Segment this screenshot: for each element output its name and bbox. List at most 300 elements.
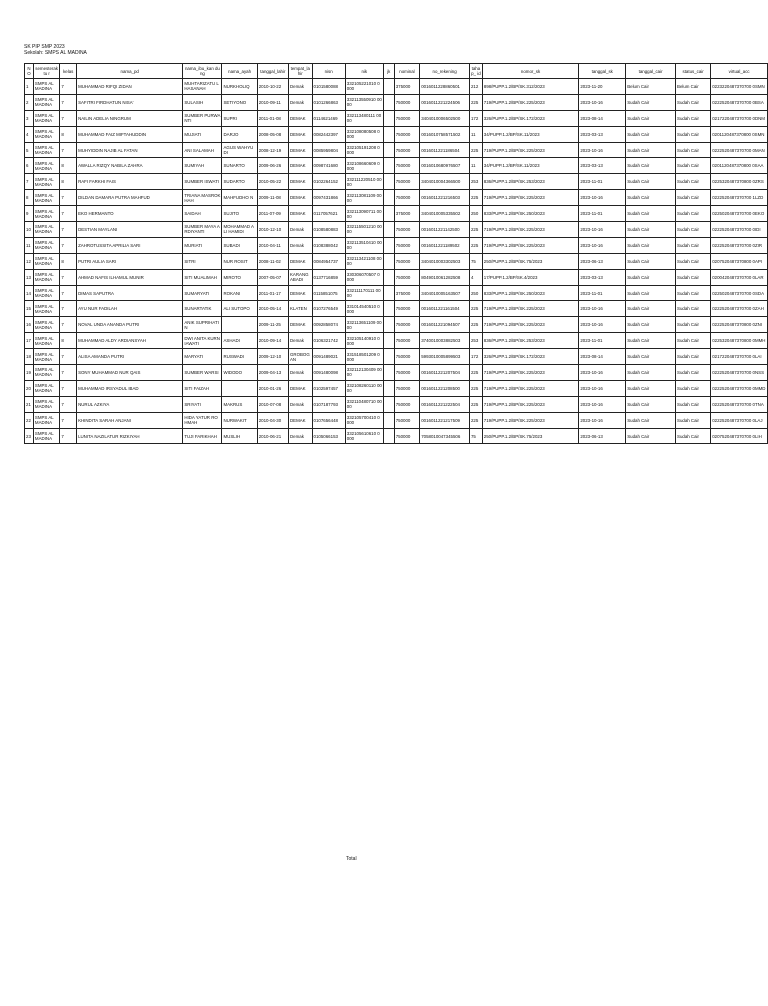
table-row xyxy=(25,412,768,428)
cell-nominal: 750000 xyxy=(394,222,419,238)
cell-jk xyxy=(383,301,394,317)
cell-nominal: 750000 xyxy=(394,380,419,396)
cell-tanggal-sk: 2023-10-16 xyxy=(579,94,626,110)
report-title: SK PIP SMP 2023 xyxy=(24,44,65,50)
cell-nama-ibu: SUNARTATIK xyxy=(183,301,222,317)
cell-nama-pd: DILDAN DAMARA PUTRA MAHFUD xyxy=(77,190,183,206)
cell-tanggal-cair: Sudah Cair xyxy=(626,317,676,333)
cell-semester: SMPS AL MADINA xyxy=(33,428,59,444)
cell-tempat-lahir: DEMAK xyxy=(289,110,313,126)
cell-virtual-acc: 0222520487370700 0LAJ xyxy=(711,412,768,428)
cell-nomor-sk: 719/PUPP.1.2/BP/SK.225/2023 xyxy=(482,365,579,381)
cell-nama-ibu: SULASIH xyxy=(183,94,222,110)
cell-status-cair: Sudah Cair xyxy=(676,365,711,381)
cell-tempat-lahir: KLATEN xyxy=(289,301,313,317)
cell-nama-ibu: DWI ANITA KURNIAWATI xyxy=(183,333,222,349)
cell-tanggal-sk: 2023-11-20 xyxy=(579,79,626,95)
cell-nisn: 0102264152 xyxy=(312,174,345,190)
cell-no: 8 xyxy=(25,190,34,206)
cell-jk xyxy=(383,412,394,428)
cell-tahap-id: 212 xyxy=(469,79,482,95)
cell-tahap-id: 225 xyxy=(469,142,482,158)
cell-semester: SMPS AL MADINA xyxy=(33,158,59,174)
cell-jk xyxy=(383,428,394,444)
cell-jk xyxy=(383,158,394,174)
cell-nama-ayah: SUNARTO xyxy=(222,158,257,174)
cell-nama-pd: NURUL AZKIYA xyxy=(77,396,183,412)
cell-semester: SMPS AL MADINA xyxy=(33,79,59,95)
cell-tanggal-lahir: 2009-04-13 xyxy=(257,365,288,381)
cell-kelas: 7 xyxy=(60,396,77,412)
cell-tahap-id: 225 xyxy=(469,317,482,333)
cell-tanggal-cair: Sudah Cair xyxy=(626,380,676,396)
cell-no-rekening: 3404010004366500 xyxy=(420,174,470,190)
cell-nominal: 375000 xyxy=(394,285,419,301)
cell-nomor-sk: 719/PUPP.1.2/BP/SK.225/2023 xyxy=(482,301,579,317)
cell-nik: 332112130409 0000 xyxy=(345,365,383,381)
cell-nama-pd: AHMAD NAFIS ILHAMUL MUNIR xyxy=(77,269,183,285)
cell-tempat-lahir: DEMAK xyxy=(289,142,313,158)
cell-tanggal-sk: 2023-10-16 xyxy=(579,365,626,381)
cell-tanggal-lahir: 2010-04-30 xyxy=(257,412,288,428)
cell-tanggal-sk: 2023-10-16 xyxy=(579,380,626,396)
cell-nama-pd: MUHAMMAD ALDY ARDIANSYAH xyxy=(77,333,183,349)
cell-semester: SMPS AL MADINA xyxy=(33,253,59,269)
cell-nama-pd: MUHAMMAD IRSYADUL IBAD xyxy=(77,380,183,396)
cell-status-cair: Sudah Cair xyxy=(676,94,711,110)
cell-tanggal-lahir: 2010-01-26 xyxy=(257,380,288,396)
table-row xyxy=(25,174,768,190)
cell-tahap-id: 225 xyxy=(469,412,482,428)
cell-jk xyxy=(383,269,394,285)
cell-semester: SMPS AL MADINA xyxy=(33,380,59,396)
column-header-no-rekening: no_rekening xyxy=(420,64,470,79)
table-body xyxy=(25,79,768,444)
cell-nominal: 375000 xyxy=(394,79,419,95)
cell-nik: 332108660609 0000 xyxy=(345,158,383,174)
cell-no-rekening: 0016010680976507 xyxy=(420,158,470,174)
cell-nomor-sk: 719/PUPP.1.2/BP/SK.225/2023 xyxy=(482,222,579,238)
cell-tempat-lahir: DEMAK xyxy=(289,206,313,222)
cell-nama-ibu: SAIDAH xyxy=(183,206,222,222)
cell-no: 16 xyxy=(25,317,34,333)
cell-no: 13 xyxy=(25,269,34,285)
cell-nama-ayah: ALI SUTOPO xyxy=(222,301,257,317)
cell-nomor-sk: 250/PUPP.1.2/BP/SK.75/2023 xyxy=(482,253,579,269)
cell-tanggal-sk: 2023-06-13 xyxy=(579,253,626,269)
cell-tahap-id: 75 xyxy=(469,428,482,444)
cell-tanggal-cair: Sudah Cair xyxy=(626,269,676,285)
cell-kelas: 8 xyxy=(60,174,77,190)
cell-nisn: 0107656448 xyxy=(312,412,345,428)
cell-nominal: 375000 xyxy=(394,206,419,222)
cell-tahap-id: 225 xyxy=(469,190,482,206)
cell-tahap-id: 225 xyxy=(469,396,482,412)
cell-virtual-acc: 0222520487370800 0ZNI xyxy=(711,317,768,333)
column-header-tahap-id: tahap_ id xyxy=(469,64,482,79)
cell-virtual-acc: 0222520487370700 0MAN xyxy=(711,142,768,158)
cell-tanggal-sk: 2023-10-16 xyxy=(579,317,626,333)
cell-nama-pd: KHINDITA SARAH ANJANI xyxy=(77,412,183,428)
cell-nama-pd: NOVAL UNDA ANANDA PUTRI xyxy=(77,317,183,333)
cell-semester: SMPS AL MADINA xyxy=(33,285,59,301)
cell-virtual-acc: 0222520487370700 0BSA xyxy=(711,94,768,110)
cell-nama-ayah: WIDODO xyxy=(222,365,257,381)
cell-nominal: 750000 xyxy=(394,237,419,253)
cell-tanggal-sk: 2023-03-13 xyxy=(579,158,626,174)
table-row xyxy=(25,110,768,126)
cell-nomor-sk: 719/PUPP.1.2/BP/SK.225/2023 xyxy=(482,190,579,206)
cell-kelas: 7 xyxy=(60,365,77,381)
cell-nominal: 750000 xyxy=(394,158,419,174)
cell-nama-pd: NAILIN ADELIA NINGRUM xyxy=(77,110,183,126)
cell-tanggal-lahir: 2010-07-08 xyxy=(257,396,288,412)
cell-tanggal-sk: 2023-10-16 xyxy=(579,190,626,206)
cell-tahap-id: 250 xyxy=(469,206,482,222)
cell-semester: SMPS AL MADINA xyxy=(33,142,59,158)
column-header-nominal: nominal xyxy=(394,64,419,79)
cell-tahap-id: 172 xyxy=(469,349,482,365)
column-header-nama-pd: nama_pd xyxy=(77,64,183,79)
cell-virtual-acc: 0223220487370700 0SMN xyxy=(711,79,768,95)
cell-status-cair: Sudah Cair xyxy=(676,317,711,333)
cell-virtual-acc: 0222520487370700 1LZD xyxy=(711,190,768,206)
cell-semester: SMPS AL MADINA xyxy=(33,333,59,349)
cell-nominal: 750000 xyxy=(394,428,419,444)
cell-jk xyxy=(383,174,394,190)
cell-tanggal-sk: 2023-10-16 xyxy=(579,142,626,158)
sheet-header xyxy=(24,44,87,56)
cell-nama-ayah xyxy=(222,380,257,396)
cell-tanggal-cair: Sudah Cair xyxy=(626,301,676,317)
cell-no: 6 xyxy=(25,158,34,174)
cell-status-cair: Sudah Cair xyxy=(676,412,711,428)
cell-nama-ayah: SUJITO xyxy=(222,206,257,222)
cell-tanggal-cair: Sudah Cair xyxy=(626,110,676,126)
column-header-nisn: nisn xyxy=(312,64,345,79)
table-row xyxy=(25,126,768,142)
cell-status-cair: Sudah Cair xyxy=(676,174,711,190)
cell-no: 11 xyxy=(25,237,34,253)
cell-semester: SMPS AL MADINA xyxy=(33,126,59,142)
cell-tanggal-lahir: 2010-12-10 xyxy=(257,222,288,238)
cell-nominal: 750000 xyxy=(394,110,419,126)
column-header-tempat-lahir: tempat_la hir xyxy=(289,64,313,79)
cell-nama-pd: PUTRI AULIA SARI xyxy=(77,253,183,269)
cell-semester: SMPS AL MADINA xyxy=(33,317,59,333)
cell-nominal: 750000 xyxy=(394,142,419,158)
cell-no-rekening: 0016011221222504 xyxy=(420,396,470,412)
cell-no-rekening: 0016011221224506 xyxy=(420,94,470,110)
cell-nisn: 0101580088 xyxy=(312,79,345,95)
cell-jk xyxy=(383,142,394,158)
cell-nomor-sk: 326/PUPP.1.2/BP/SK.172/2023 xyxy=(482,110,579,126)
cell-tempat-lahir: KARANG ABADI xyxy=(289,269,313,285)
cell-kelas: 7 xyxy=(60,237,77,253)
cell-tanggal-sk: 2023-11-01 xyxy=(579,206,626,222)
cell-nomor-sk: 719/PUPP.1.2/BP/SK.225/2023 xyxy=(482,142,579,158)
cell-nomor-sk: 326/PUPP.1.2/BP/SK.172/2023 xyxy=(482,349,579,365)
cell-tanggal-lahir: 2010-09-14 xyxy=(257,333,288,349)
cell-tanggal-lahir: 2009-11-25 xyxy=(257,317,288,333)
cell-nama-ibu: MUJIATI xyxy=(183,126,222,142)
cell-nama-ibu: SITI MUALIMAH xyxy=(183,269,222,285)
cell-semester: SMPS AL MADINA xyxy=(33,110,59,126)
cell-nama-ayah: RUSWADI xyxy=(222,349,257,365)
cell-semester: SMPS AL MADINA xyxy=(33,301,59,317)
cell-nama-ibu: MUHTARIZATU L HASANAH xyxy=(183,79,222,95)
cell-nik: 332105221010 0000 xyxy=(345,79,383,95)
cell-virtual-acc: 0225020487370700 0EKO xyxy=(711,206,768,222)
cell-tahap-id: 225 xyxy=(469,301,482,317)
cell-tanggal-lahir: 2011-01-17 xyxy=(257,285,288,301)
cell-no-rekening: 0016011221217509 xyxy=(420,412,470,428)
cell-kelas: 7 xyxy=(60,301,77,317)
cell-status-cair: Sudah Cair xyxy=(676,206,711,222)
cell-jk xyxy=(383,237,394,253)
cell-nik: 332108080508 0000 xyxy=(345,126,383,142)
cell-nisn: 0114621469 xyxy=(312,110,345,126)
cell-nama-pd: DIMAS SAPUTRA xyxy=(77,285,183,301)
cell-no-rekening: 0016010758571502 xyxy=(420,126,470,142)
cell-no: 23 xyxy=(25,428,34,444)
cell-virtual-acc: 0222520487370700 0TNA xyxy=(711,396,768,412)
column-header-tanggal-cair: tanggal_cair xyxy=(626,64,676,79)
cell-nisn: 0101266863 xyxy=(312,94,345,110)
cell-tahap-id: 11 xyxy=(469,126,482,142)
cell-jk xyxy=(383,333,394,349)
cell-status-cair: Sudah Cair xyxy=(676,301,711,317)
cell-tanggal-lahir: 2010-05-14 xyxy=(257,301,288,317)
cell-nomor-sk: 898/PUPP.1.2/BP/SK.312/2023 xyxy=(482,79,579,95)
cell-nama-ayah: MAHFUDHO N xyxy=(222,190,257,206)
cell-nik: 332110480710 0000 xyxy=(345,396,383,412)
table-row xyxy=(25,237,768,253)
cell-nomor-sk: 719/PUPP.1.2/BP/SK.225/2023 xyxy=(482,237,579,253)
cell-nama-ibu: MURIATI xyxy=(183,237,222,253)
cell-nomor-sk: 719/PUPP.1.2/BP/SK.225/2023 xyxy=(482,412,579,428)
cell-no-rekening: 3404010005163507 xyxy=(420,285,470,301)
cell-status-cair: Sudah Cair xyxy=(676,253,711,269)
cell-kelas: 8 xyxy=(60,253,77,269)
cell-kelas: 7 xyxy=(60,412,77,428)
cell-tahap-id: 11 xyxy=(469,158,482,174)
cell-nama-ibu: SITRI xyxy=(183,253,222,269)
cell-nama-ayah: SUDARTO xyxy=(222,174,257,190)
cell-tanggal-lahir: 2010-09-11 xyxy=(257,94,288,110)
cell-jk xyxy=(383,110,394,126)
table-row xyxy=(25,142,768,158)
cell-nama-pd: SAFITRI FIRDHATUN NISA' xyxy=(77,94,183,110)
cell-virtual-acc: 0222520487370700 0ZIR xyxy=(711,237,768,253)
cell-kelas: 7 xyxy=(60,428,77,444)
cell-nominal: 750000 xyxy=(394,94,419,110)
cell-kelas: 7 xyxy=(60,206,77,222)
cell-no: 19 xyxy=(25,365,34,381)
cell-virtual-acc: 0201120487370800 0SMN xyxy=(711,126,768,142)
cell-kelas: 7 xyxy=(60,190,77,206)
table-row xyxy=(25,365,768,381)
cell-tanggal-cair: Sudah Cair xyxy=(626,190,676,206)
cell-tempat-lahir: Demak xyxy=(289,237,313,253)
cell-nominal: 750000 xyxy=(394,301,419,317)
cell-nominal: 750000 xyxy=(394,190,419,206)
cell-no: 10 xyxy=(25,222,34,238)
table-row xyxy=(25,94,768,110)
cell-semester: SMPS AL MADINA xyxy=(33,412,59,428)
cell-tanggal-cair: Sudah Cair xyxy=(626,253,676,269)
cell-nama-ayah: AGUS WAHYUDI xyxy=(222,142,257,158)
cell-nisn: 0085959804 xyxy=(312,142,345,158)
cell-semester: SMPS AL MADINA xyxy=(33,94,59,110)
cell-tanggal-sk: 2023-10-16 xyxy=(579,301,626,317)
cell-nomor-sk: 17/PUPP.1.2/BP/SK.4/2023 xyxy=(482,269,579,285)
cell-nik: 332105610610 0000 xyxy=(345,428,383,444)
cell-no-rekening: 0016011221208500 xyxy=(420,380,470,396)
cell-tanggal-sk: 2023-06-13 xyxy=(579,428,626,444)
cell-virtual-acc: 0222520487370700 0NSS xyxy=(711,365,768,381)
cell-tanggal-lahir: 2008-11-02 xyxy=(257,253,288,269)
cell-nama-pd: SONY MUHAMMAD NUR QAIS xyxy=(77,365,183,381)
cell-virtual-acc: 0201120487370800 0SAA xyxy=(711,158,768,174)
cell-nik: 332113081109 0000 xyxy=(345,190,383,206)
cell-status-cair: Sudah Cair xyxy=(676,222,711,238)
cell-no: 4 xyxy=(25,126,34,142)
cell-no: 22 xyxy=(25,412,34,428)
cell-semester: SMPS AL MADINA xyxy=(33,365,59,381)
cell-nama-pd: MUHYIDDIN NAJIB AL FATAN xyxy=(77,142,183,158)
cell-tahap-id: 253 xyxy=(469,333,482,349)
cell-no-rekening: 0016011221189502 xyxy=(420,237,470,253)
cell-tempat-lahir: Demak xyxy=(289,79,313,95)
cell-nisn: 0117057621 xyxy=(312,206,345,222)
cell-nama-ibu: SITI FAIZAH xyxy=(183,380,222,396)
cell-no: 15 xyxy=(25,301,34,317)
cell-nama-ibu: SUMBER WARSI xyxy=(183,365,222,381)
cell-tahap-id: 250 xyxy=(469,285,482,301)
cell-tempat-lahir: DEMAK xyxy=(289,190,313,206)
cell-nama-pd: DESTIAN MAYLANI xyxy=(77,222,183,238)
cell-tanggal-sk: 2023-10-16 xyxy=(579,237,626,253)
column-header-virtual-acc: virtual_acc xyxy=(711,64,768,79)
cell-semester: SMPS AL MADINA xyxy=(33,396,59,412)
cell-nama-ayah: ROKANI xyxy=(222,285,257,301)
cell-nisn: 0105066153 xyxy=(312,428,345,444)
cell-nama-ayah: SUBADI xyxy=(222,237,257,253)
cell-status-cair: Sudah Cair xyxy=(676,142,711,158)
cell-no-rekening: 3404010005335502 xyxy=(420,206,470,222)
cell-tanggal-cair: Sudah Cair xyxy=(626,142,676,158)
cell-status-cair: Sudah Cair xyxy=(676,110,711,126)
cell-no: 12 xyxy=(25,253,34,269)
cell-virtual-acc: 0222520487370700 0MMD xyxy=(711,380,768,396)
cell-nisn: 0097431866 xyxy=(312,190,345,206)
cell-nomor-sk: 836/PUPP.1.2/BP/SK.253/2023 xyxy=(482,333,579,349)
cell-tanggal-lahir: 2007-05-07 xyxy=(257,269,288,285)
cell-nik: 331518501209 0000 xyxy=(345,349,383,365)
cell-tahap-id: 225 xyxy=(469,222,482,238)
cell-tempat-lahir: DEMAK xyxy=(289,126,313,142)
cell-nomor-sk: 719/PUPP.1.2/BP/SK.225/2023 xyxy=(482,317,579,333)
cell-tanggal-lahir: 2009-12-10 xyxy=(257,349,288,365)
cell-nama-ibu: TRIANA MASROKHAH xyxy=(183,190,222,206)
cell-tanggal-cair: Sudah Cair xyxy=(626,126,676,142)
cell-tanggal-cair: Sudah Cair xyxy=(626,237,676,253)
cell-tanggal-cair: Sudah Cair xyxy=(626,174,676,190)
cell-tempat-lahir: DEMAK xyxy=(289,253,313,269)
cell-status-cair: Sudah Cair xyxy=(676,190,711,206)
cell-nik: 332105191208 0000 xyxy=(345,142,383,158)
column-header-no: NO xyxy=(25,64,34,79)
cell-tanggal-cair: Sudah Cair xyxy=(626,158,676,174)
cell-status-cair: Sudah Cair xyxy=(676,333,711,349)
cell-no: 5 xyxy=(25,142,34,158)
cell-tanggal-lahir: 2010-05-22 xyxy=(257,174,288,190)
cell-nama-ayah: SUPRI xyxy=(222,110,257,126)
cell-virtual-acc: 0207520487370800 0API xyxy=(711,253,768,269)
cell-nama-ibu: HIDA YATUR ROHMAH xyxy=(183,412,222,428)
cell-nominal: 750000 xyxy=(394,126,419,142)
cell-tanggal-sk: 2023-03-13 xyxy=(579,269,626,285)
column-header-kelas: kelas xyxy=(60,64,77,79)
cell-nama-ayah: DARJO xyxy=(222,126,257,142)
cell-tanggal-sk: 2023-10-16 xyxy=(579,412,626,428)
cell-tempat-lahir: DEMAK xyxy=(289,412,313,428)
cell-tahap-id: 225 xyxy=(469,380,482,396)
table-row xyxy=(25,253,768,269)
cell-kelas: 8 xyxy=(60,158,77,174)
cell-status-cair: Sudah Cair xyxy=(676,237,711,253)
cell-nama-ibu: MARYATI xyxy=(183,349,222,365)
cell-nisn: 0115851075 xyxy=(312,285,345,301)
cell-nama-pd: MUHAMMAD FAIZ MIFTAHUDDIN xyxy=(77,126,183,142)
cell-tanggal-cair: Sudah Cair xyxy=(626,206,676,222)
cell-nama-ayah: MIROTO xyxy=(222,269,257,285)
cell-nama-ayah xyxy=(222,317,257,333)
cell-kelas: 8 xyxy=(60,126,77,142)
cell-nomor-sk: 836/PUPP.1.2/BP/SK.253/2023 xyxy=(482,174,579,190)
cell-kelas: 7 xyxy=(60,380,77,396)
cell-nominal: 750000 xyxy=(394,269,419,285)
cell-tempat-lahir: Demak xyxy=(289,396,313,412)
column-header-status-cair: status_cair xyxy=(676,64,711,79)
cell-no-rekening: 0016011228860501 xyxy=(420,79,470,95)
cell-nomor-sk: 719/PUPP.1.2/BP/SK.225/2023 xyxy=(482,396,579,412)
cell-kelas: 7 xyxy=(60,269,77,285)
column-header-tanggal-lahir: tanggal_lahir xyxy=(257,64,288,79)
table-row xyxy=(25,285,768,301)
cell-status-cair: Sudah Cair xyxy=(676,428,711,444)
cell-tanggal-lahir: 2011-01-08 xyxy=(257,110,288,126)
cell-tahap-id: 75 xyxy=(469,253,482,269)
cell-jk xyxy=(383,253,394,269)
cell-jk xyxy=(383,94,394,110)
cell-tahap-id: 253 xyxy=(469,174,482,190)
cell-virtual-acc: 0222520487370700 0IDI xyxy=(711,222,768,238)
cell-status-cair: Sudah Cair xyxy=(676,285,711,301)
cell-virtual-acc: 0207520487370700 0LIH xyxy=(711,428,768,444)
cell-no: 9 xyxy=(25,206,34,222)
cell-virtual-acc: 0225320487370800 0ZRS xyxy=(711,174,768,190)
cell-nik: 332113421108 0000 xyxy=(345,253,383,269)
cell-no: 7 xyxy=(25,174,34,190)
column-header-jk: jk xyxy=(383,64,394,79)
cell-kelas: 7 xyxy=(60,79,77,95)
cell-no: 17 xyxy=(25,333,34,349)
cell-nama-pd: MUHAMMAD RIFQI ZIDAN xyxy=(77,79,183,95)
cell-tanggal-cair: Sudah Cair xyxy=(626,428,676,444)
cell-tempat-lahir: Demak xyxy=(289,428,313,444)
